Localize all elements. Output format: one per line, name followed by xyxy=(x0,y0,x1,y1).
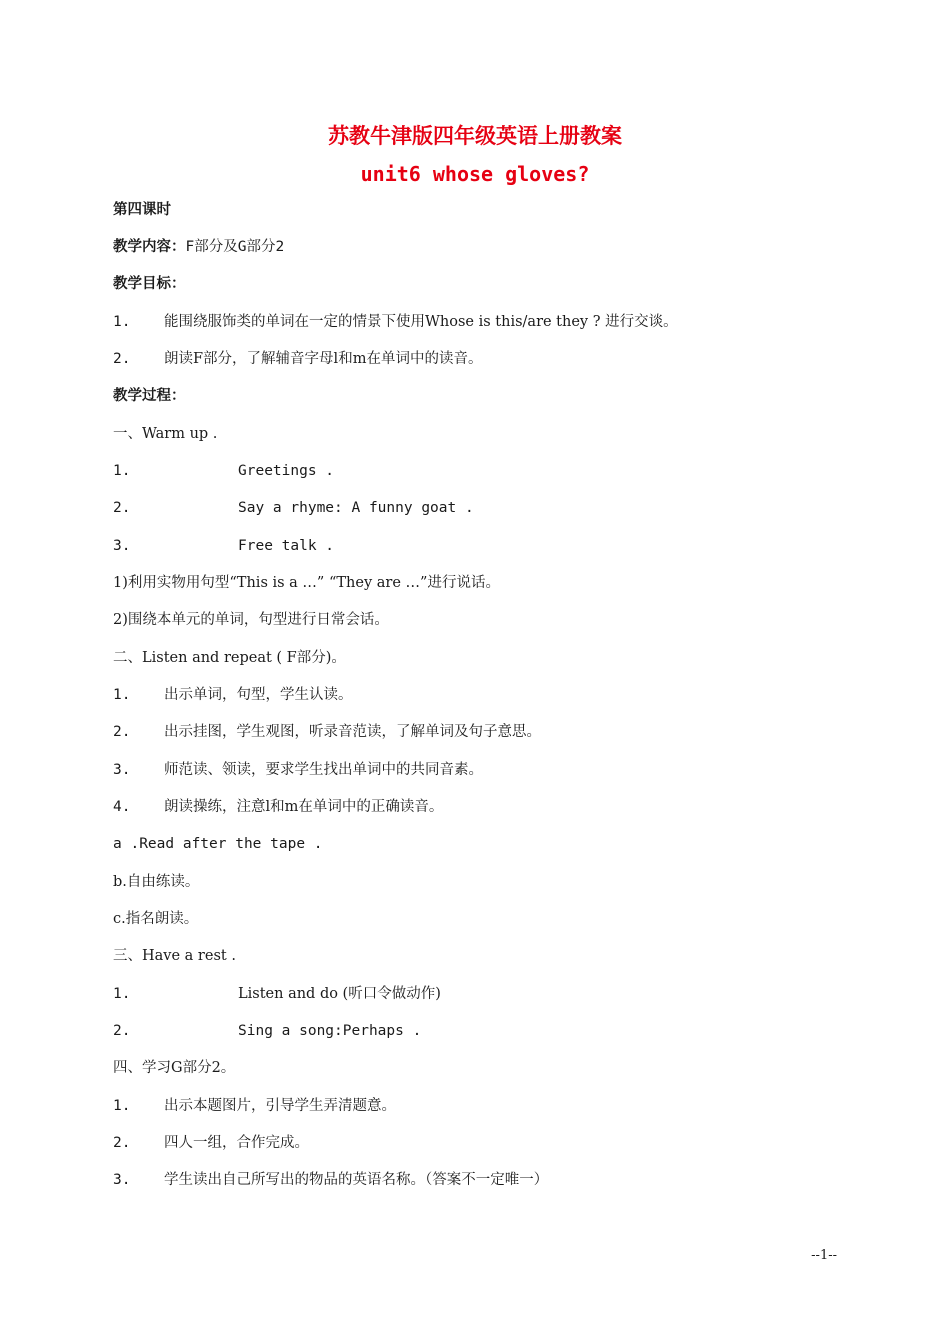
teaching-goals-label: 教学目标： xyxy=(113,276,186,292)
list-item-number: 2. xyxy=(113,1135,131,1151)
list-item-number: 1. xyxy=(113,1098,131,1114)
list-item-number: 1. xyxy=(113,463,131,479)
list-item xyxy=(113,760,483,780)
list-item xyxy=(113,498,474,518)
teaching-content-label: 教学内容： xyxy=(113,239,186,255)
list-item-text: Sing a song:Perhaps . xyxy=(238,1023,422,1039)
list-item-text: 出示本题图片，引导学生弄清题意。 xyxy=(164,1098,396,1114)
list-item-text: Greetings . xyxy=(238,463,335,479)
sub-item: c.指名朗读。 xyxy=(113,911,199,927)
list-item-number: 2. xyxy=(113,500,131,516)
list-item-number: 3. xyxy=(113,762,131,778)
teaching-content-value: F部分及G部分2 xyxy=(185,239,285,255)
list-item xyxy=(113,685,353,705)
teaching-content xyxy=(113,237,284,257)
goal-item xyxy=(113,312,678,332)
section-heading: 二、Listen and repeat ( F部分)。 xyxy=(113,650,346,666)
list-item-text: Say a rhyme: A funny goat . xyxy=(238,500,474,516)
section-heading: 一、Warm up . xyxy=(113,426,218,442)
list-item-text: 学生读出自己所写出的物品的英语名称。（答案不一定唯一） xyxy=(164,1172,549,1188)
list-item-number: 3. xyxy=(113,1172,131,1188)
list-item xyxy=(113,722,541,742)
list-item xyxy=(113,1170,548,1190)
goal-item-text: 朗读F部分，了解辅音字母l和m在单词中的读音。 xyxy=(164,351,483,367)
list-item xyxy=(113,1096,396,1116)
list-item-number: 1. xyxy=(113,687,131,703)
note-item: 1)利用实物用句型“This is a …” “They are …”进行说话。 xyxy=(113,575,500,591)
goal-item-number: 2. xyxy=(113,351,131,367)
list-item-text: 四人一组，合作完成。 xyxy=(164,1135,309,1151)
section-heading: 四、学习G部分2。 xyxy=(113,1060,236,1076)
list-item xyxy=(113,461,334,481)
document-title: 苏教牛津版四年级英语上册教案 xyxy=(328,124,622,148)
section-heading: 三、Have a rest . xyxy=(113,948,236,964)
sub-item: b.自由练读。 xyxy=(113,874,200,890)
goal-item-number: 1. xyxy=(113,314,131,330)
list-item-text: Free talk . xyxy=(238,538,335,554)
sub-item: a .Read after the tape . xyxy=(113,836,323,852)
goal-item xyxy=(113,349,482,369)
list-item-text: 朗读操练，注意l和m在单词中的正确读音。 xyxy=(164,799,444,815)
lesson-label: 第四课时 xyxy=(113,202,171,218)
list-item-number: 3. xyxy=(113,538,131,554)
list-item-number: 4. xyxy=(113,799,131,815)
document-subtitle: unit6 whose gloves? xyxy=(360,162,590,186)
list-item xyxy=(113,797,443,817)
goal-item-text: 能围绕服饰类的单词在一定的情景下使用Whose is this/are they ? 进行交谈。 xyxy=(164,314,678,330)
list-item-text: Listen and do (听口令做动作) xyxy=(238,986,441,1002)
list-item-text: 出示单词，句型，学生认读。 xyxy=(164,687,353,703)
list-item-number: 2. xyxy=(113,724,131,740)
list-item-number: 2. xyxy=(113,1023,131,1039)
list-item-number: 1. xyxy=(113,986,131,1002)
list-item xyxy=(113,1021,421,1041)
note-item: 2)围绕本单元的单词，句型进行日常会话。 xyxy=(113,612,389,628)
list-item xyxy=(113,984,441,1004)
list-item xyxy=(113,536,334,556)
teaching-process-label: 教学过程： xyxy=(113,388,186,404)
list-item xyxy=(113,1133,309,1153)
page-number: --1-- xyxy=(811,1248,837,1263)
list-item-text: 师范读、领读，要求学生找出单词中的共同音素。 xyxy=(164,762,483,778)
list-item-text: 出示挂图，学生观图，听录音范读，了解单词及句子意思。 xyxy=(164,724,541,740)
